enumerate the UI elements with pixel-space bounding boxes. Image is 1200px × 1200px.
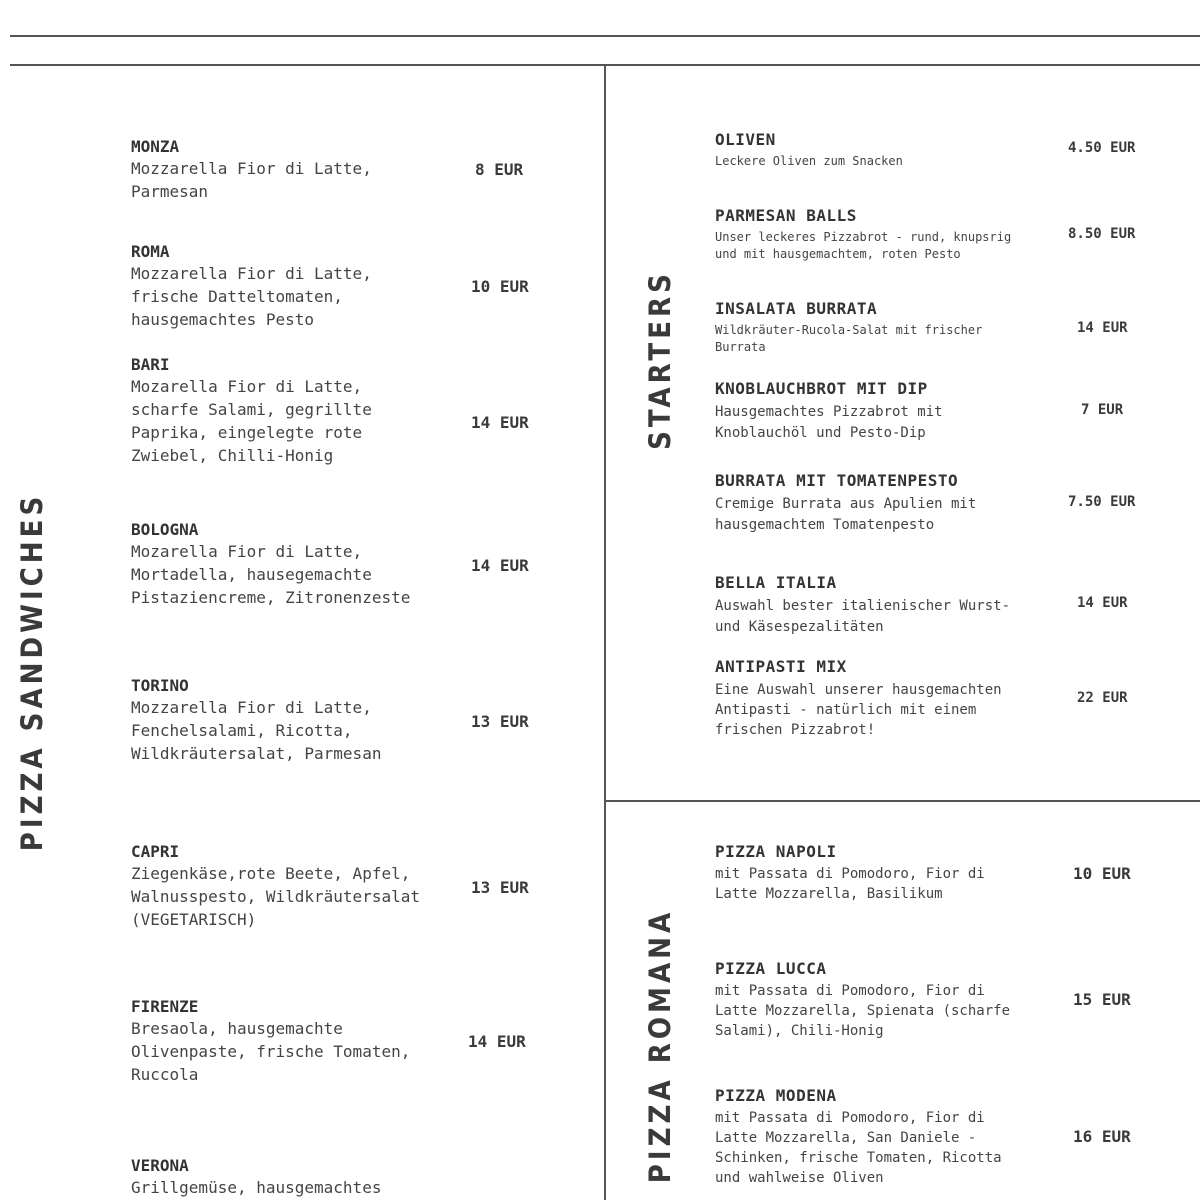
- item-description: Mozarella Fior di Latte, Mortadella, hausegemachte Pistaziencreme, Zitronenzeste: [131, 542, 411, 607]
- section-title-pizza-sandwiches: PIZZA SANDWICHES: [15, 492, 49, 852]
- menu-item-oliven: [715, 130, 903, 170]
- item-name: VERONA: [131, 1156, 189, 1175]
- menu-item-bella-italia: [715, 573, 1010, 638]
- item-description: Unser leckeres Pizzabrot - rund, knupsrig und mit hausgemachtem, roten Pesto: [715, 230, 1012, 261]
- item-description: mit Passata di Pomodoro, Fior di Latte Mozzarella, San Daniele - Schinken, frische Tomaten, Ricotta und wahlweise Oliven: [715, 1110, 1002, 1186]
- item-price: 13 EUR: [471, 712, 529, 731]
- item-price: 14 EUR: [1077, 595, 1128, 611]
- item-name: ANTIPASTI MIX: [715, 657, 847, 676]
- menu-item-insalata-burrata: [715, 299, 982, 356]
- item-price: 13 EUR: [471, 878, 529, 897]
- item-price: 7 EUR: [1081, 402, 1124, 418]
- menu-item-antipasti-mix: [715, 657, 1002, 740]
- item-price: 16 EUR: [1073, 1127, 1131, 1146]
- item-name: PIZZA NAPOLI: [715, 842, 837, 861]
- item-name: KNOBLAUCHBROT MIT DIP: [715, 379, 928, 398]
- item-price: 15 EUR: [1073, 990, 1131, 1009]
- item-description: Mozzarella Fior di Latte, Fenchelsalami, Ricotta, Wildkräutersalat, Parmesan: [131, 698, 382, 763]
- item-name: ROMA: [131, 242, 170, 261]
- item-price: 14 EUR: [471, 413, 529, 432]
- item-description: Mozzarella Fior di Latte, Parmesan: [131, 159, 372, 201]
- item-price: 8 EUR: [475, 160, 524, 179]
- menu-item-verona: [131, 1156, 381, 1199]
- menu-item-roma: [131, 242, 372, 331]
- item-description: Eine Auswahl unserer hausgemachten Antipasti - natürlich mit einem frischen Pizzabrot!: [715, 682, 1002, 738]
- menu-item-capri: [131, 842, 420, 931]
- item-price: 22 EUR: [1077, 690, 1128, 706]
- item-name: PARMESAN BALLS: [715, 206, 857, 225]
- item-name: MONZA: [131, 137, 180, 156]
- item-name: BURRATA MIT TOMATENPESTO: [715, 471, 959, 490]
- menu-item-knoblauchbrot: [715, 379, 943, 444]
- menu-item-bologna: [131, 520, 410, 609]
- item-price: 14 EUR: [1077, 320, 1128, 336]
- item-name: BELLA ITALIA: [715, 573, 837, 592]
- item-name: TORINO: [131, 676, 189, 695]
- item-description: Bresaola, hausgemachte Olivenpaste, frische Tomaten, Ruccola: [131, 1019, 411, 1084]
- item-name: BARI: [131, 355, 170, 374]
- item-name: INSALATA BURRATA: [715, 299, 878, 318]
- item-name: PIZZA MODENA: [715, 1086, 837, 1105]
- item-price: 8.50 EUR: [1068, 226, 1136, 242]
- menu-item-burrata-tomatenpesto: [715, 471, 976, 536]
- column-divider: [604, 65, 606, 1200]
- item-name: OLIVEN: [715, 130, 776, 149]
- item-description: Auswahl bester italienischer Wurst- und Käsespezalitäten: [715, 598, 1011, 635]
- item-price: 14 EUR: [468, 1032, 526, 1051]
- item-price: 4.50 EUR: [1068, 140, 1136, 156]
- menu-item-bari: [131, 355, 372, 467]
- menu-item-parmesan-balls: [715, 206, 1011, 263]
- item-name: PIZZA LUCCA: [715, 959, 827, 978]
- item-description: Mozarella Fior di Latte, scharfe Salami, gegrillte Paprika, eingelegte rote Zwiebel, Chilli-Honig: [131, 377, 372, 465]
- item-price: 14 EUR: [471, 556, 529, 575]
- item-description: mit Passata di Pomodoro, Fior di Latte Mozzarella, Spienata (scharfe Salami), Chili-Honig: [715, 983, 1011, 1039]
- menu-item-torino: [131, 676, 381, 765]
- item-description: Cremige Burrata aus Apulien mit hausgemachtem Tomatenpesto: [715, 496, 977, 533]
- item-name: BOLOGNA: [131, 520, 199, 539]
- item-description: Mozzarella Fior di Latte, frische Datteltomaten, hausgemachtes Pesto: [131, 264, 372, 329]
- menu-item-pizza-modena: [715, 1086, 1002, 1188]
- item-description: Hausgemachtes Pizzabrot mit Knoblauchöl und Pesto-Dip: [715, 404, 943, 441]
- item-price: 10 EUR: [471, 277, 529, 296]
- item-price: 10 EUR: [1073, 864, 1131, 883]
- section-title-pizza-romana: PIZZA ROMANA: [643, 908, 677, 1184]
- item-description: Leckere Oliven zum Snacken: [715, 154, 903, 168]
- section-divider: [605, 800, 1200, 802]
- item-description: Grillgemüse, hausgemachtes: [131, 1178, 382, 1197]
- menu-item-firenze: [131, 997, 410, 1086]
- menu-item-monza: [131, 137, 372, 203]
- item-description: Wildkräuter-Rucola-Salat mit frischer Burrata: [715, 323, 983, 354]
- menu-item-pizza-lucca: [715, 959, 1010, 1041]
- item-description: Ziegenkäse,rote Beete, Apfel, Walnusspesto, Wildkräutersalat (VEGETARISCH): [131, 864, 420, 929]
- item-name: FIRENZE: [131, 997, 199, 1016]
- section-title-starters: STARTERS: [643, 270, 677, 450]
- menu-item-pizza-napoli: [715, 842, 985, 904]
- item-price: 7.50 EUR: [1068, 494, 1136, 510]
- item-description: mit Passata di Pomodoro, Fior di Latte Mozzarella, Basilikum: [715, 866, 985, 902]
- item-name: CAPRI: [131, 842, 180, 861]
- top-divider: [10, 35, 1200, 37]
